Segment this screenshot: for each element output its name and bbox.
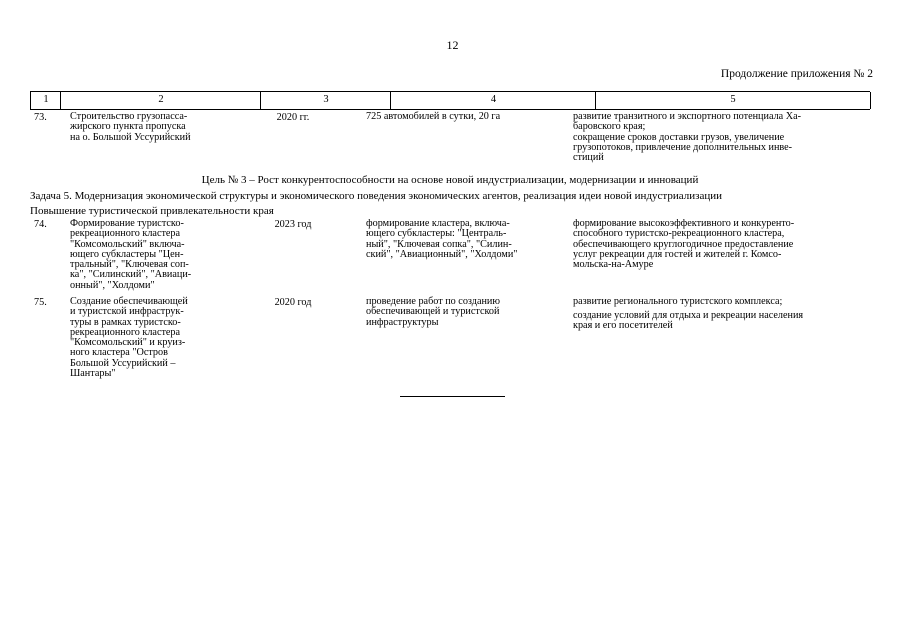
row-74-effect: формирование высокоэффективного и конкуренто- способного туристско-рекреационного кластера, обеспечивающего круглогодичное предоставление услуг рекреации для гостей и жителей г. Комсо- мольска-на-Амуре — [573, 218, 795, 271]
row-75-effect-1: развитие регионального туристского комплекса; — [573, 296, 783, 307]
row-74-number: 74. — [34, 219, 47, 230]
table-header-row — [30, 91, 870, 110]
row-73-year: 2020 гг. — [276, 112, 310, 123]
header-cell-1: 1 — [30, 92, 61, 109]
row-75-year: 2020 год — [274, 297, 312, 308]
row-73-number: 73. — [34, 112, 47, 123]
header-cell-5: 5 — [595, 92, 871, 109]
task-heading: Задача 5. Модернизация экономической структуры и экономического поведения экономических агентов, реализация идеи новой индустриализации — [30, 190, 722, 202]
row-73-name: Строительство грузопасса- жирского пункта пропуска на о. Большой Уссурийский — [70, 111, 191, 143]
header-cell-2: 2 — [60, 92, 261, 109]
goal-heading: Цель № 3 – Рост конкурентоспособности на основе новой индустриализации, модернизации и инноваций — [201, 174, 699, 186]
row-74-year: 2023 год — [274, 219, 312, 230]
row-75-result: проведение работ по созданию обеспечивающей и туристской инфраструктуры — [366, 296, 500, 328]
row-75-name: Создание обеспечивающей и туристской инфраструк- туры в рамках туристско- рекреационного кластера "Комсомольский" и круиз- ного кластера "Остров Большой Уссурийский – Шантары" — [70, 296, 188, 380]
row-75-number: 75. — [34, 297, 47, 308]
row-73-result: 725 автомобилей в сутки, 20 га — [366, 111, 501, 122]
row-73-effect: развитие транзитного и экспортного потенциала Ха- баровского края; сокращение сроков доставки грузов, увеличение грузопотоков, привлечение дополнительных инве- стиций — [573, 111, 801, 164]
header-cell-4: 4 — [390, 92, 596, 109]
subheading: Повышение туристической привлекательности края — [30, 205, 274, 217]
end-divider — [400, 396, 505, 397]
row-74-name: Формирование туристско- рекреационного кластера "Комсомольский" включа- ющего субкластеры "Цен- тральный", "Ключевая соп- ка", "Силинский", "Авиаци- онный", "Холдоми" — [70, 218, 192, 291]
header-cell-3: 3 — [260, 92, 391, 109]
page-number: 12 — [446, 38, 459, 52]
continuation-note: Продолжение приложения № 2 — [720, 68, 873, 80]
row-75-effect-2: создание условий для отдыха и рекреации населения края и его посетителей — [573, 310, 804, 332]
row-74-result: формирование кластера, включа- ющего субкластеры: "Централь- ный", "Ключевая сопка", "Силин- ский", "Авиационный", "Холдоми" — [366, 218, 518, 260]
